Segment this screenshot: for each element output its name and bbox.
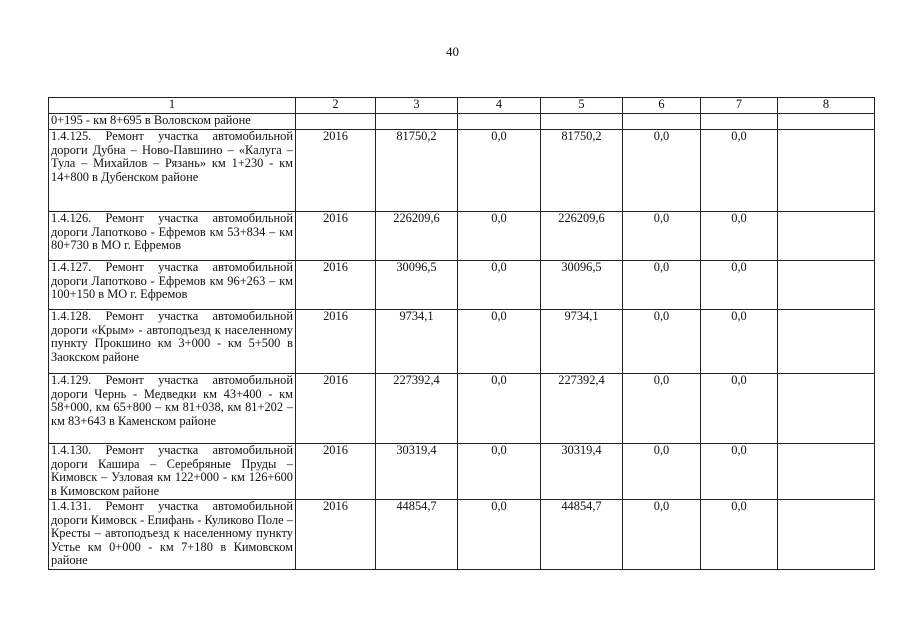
- value-cell: 0,0: [701, 310, 778, 374]
- value-cell: 0,0: [701, 374, 778, 444]
- value-cell: 226209,6: [376, 212, 458, 261]
- value-cell: 30096,5: [376, 261, 458, 310]
- column-header: 6: [623, 98, 701, 114]
- table-row: [49, 130, 875, 212]
- program-table: [48, 97, 875, 570]
- value-cell: 0,0: [701, 261, 778, 310]
- value-cell: [623, 114, 701, 130]
- value-cell: 0,0: [458, 130, 541, 212]
- road-description-cell: 1.4.127. Ремонт участка автомобильной дороги Лапотково - Ефремов км 96+263 – км 100+150 в МО г. Ефремов: [49, 261, 296, 310]
- road-description-cell: 1.4.130. Ремонт участка автомобильной дороги Кашира – Серебряные Пруды – Кимовск – Узловая км 122+000 - км 126+600 в Кимовском районе: [49, 444, 296, 500]
- year-cell: 2016: [296, 374, 376, 444]
- value-cell: [778, 500, 875, 570]
- value-cell: 0,0: [701, 212, 778, 261]
- value-cell: 30096,5: [541, 261, 623, 310]
- value-cell: [778, 261, 875, 310]
- column-header: 2: [296, 98, 376, 114]
- table-row: [49, 114, 875, 130]
- column-header: 7: [701, 98, 778, 114]
- value-cell: [541, 114, 623, 130]
- road-description-cell: 1.4.125. Ремонт участка автомобильной дороги Дубна – Ново-Павшино – «Калуга – Тула – Михайлов – Рязань» км 1+230 - км 14+800 в Дубенском районе: [49, 130, 296, 212]
- year-cell: 2016: [296, 444, 376, 500]
- road-description-cell: 1.4.131. Ремонт участка автомобильной дороги Кимовск - Епифань - Куликово Поле – Кресты – автоподъезд к населенному пункту Устье км 0+000 - км 7+180 в Кимовском районе: [49, 500, 296, 570]
- year-cell: 2016: [296, 212, 376, 261]
- page-number: 40: [446, 44, 459, 59]
- value-cell: 227392,4: [541, 374, 623, 444]
- value-cell: [701, 114, 778, 130]
- value-cell: [778, 212, 875, 261]
- table-row: [49, 212, 875, 261]
- value-cell: 44854,7: [541, 500, 623, 570]
- value-cell: [778, 130, 875, 212]
- value-cell: 0,0: [623, 212, 701, 261]
- value-cell: 0,0: [458, 310, 541, 374]
- value-cell: 9734,1: [376, 310, 458, 374]
- value-cell: 0,0: [458, 500, 541, 570]
- value-cell: 0,0: [623, 261, 701, 310]
- value-cell: 0,0: [701, 500, 778, 570]
- value-cell: 30319,4: [541, 444, 623, 500]
- value-cell: 0,0: [623, 500, 701, 570]
- value-cell: 0,0: [458, 374, 541, 444]
- value-cell: 0,0: [623, 310, 701, 374]
- value-cell: 227392,4: [376, 374, 458, 444]
- column-header: 3: [376, 98, 458, 114]
- value-cell: 81750,2: [376, 130, 458, 212]
- value-cell: 0,0: [458, 212, 541, 261]
- table-header-row: [49, 98, 875, 114]
- value-cell: 0,0: [458, 444, 541, 500]
- table-row: [49, 444, 875, 500]
- value-cell: 226209,6: [541, 212, 623, 261]
- table-row: [49, 310, 875, 374]
- column-header: 1: [49, 98, 296, 114]
- value-cell: 0,0: [623, 374, 701, 444]
- year-cell: 2016: [296, 310, 376, 374]
- value-cell: 30319,4: [376, 444, 458, 500]
- road-description-cell: 1.4.129. Ремонт участка автомобильной дороги Чернь - Медведки км 43+400 - км 58+000, км 65+800 – км 81+038, км 81+202 – км 83+643 в Каменском районе: [49, 374, 296, 444]
- value-cell: 0,0: [701, 130, 778, 212]
- year-cell: 2016: [296, 261, 376, 310]
- road-description-cell: 1.4.126. Ремонт участка автомобильной дороги Лапотково - Ефремов км 53+834 – км 80+730 в МО г. Ефремов: [49, 212, 296, 261]
- value-cell: 0,0: [701, 444, 778, 500]
- table-row: [49, 261, 875, 310]
- value-cell: [778, 114, 875, 130]
- column-header: 5: [541, 98, 623, 114]
- value-cell: [376, 114, 458, 130]
- value-cell: 44854,7: [376, 500, 458, 570]
- table-row: [49, 374, 875, 444]
- value-cell: [778, 374, 875, 444]
- road-description-cell: 1.4.128. Ремонт участка автомобильной дороги «Крым» - автоподъезд к населенному пункту Прокшино км 3+000 - км 5+500 в Заокском районе: [49, 310, 296, 374]
- year-cell: 2016: [296, 500, 376, 570]
- table-row: [49, 500, 875, 570]
- value-cell: 0,0: [623, 130, 701, 212]
- value-cell: 9734,1: [541, 310, 623, 374]
- value-cell: [458, 114, 541, 130]
- value-cell: [778, 310, 875, 374]
- value-cell: 0,0: [458, 261, 541, 310]
- value-cell: 0,0: [623, 444, 701, 500]
- value-cell: 81750,2: [541, 130, 623, 212]
- column-header: 8: [778, 98, 875, 114]
- column-header: 4: [458, 98, 541, 114]
- year-cell: 2016: [296, 130, 376, 212]
- road-description-cell: 0+195 - км 8+695 в Воловском районе: [49, 114, 296, 130]
- year-cell: [296, 114, 376, 130]
- value-cell: [778, 444, 875, 500]
